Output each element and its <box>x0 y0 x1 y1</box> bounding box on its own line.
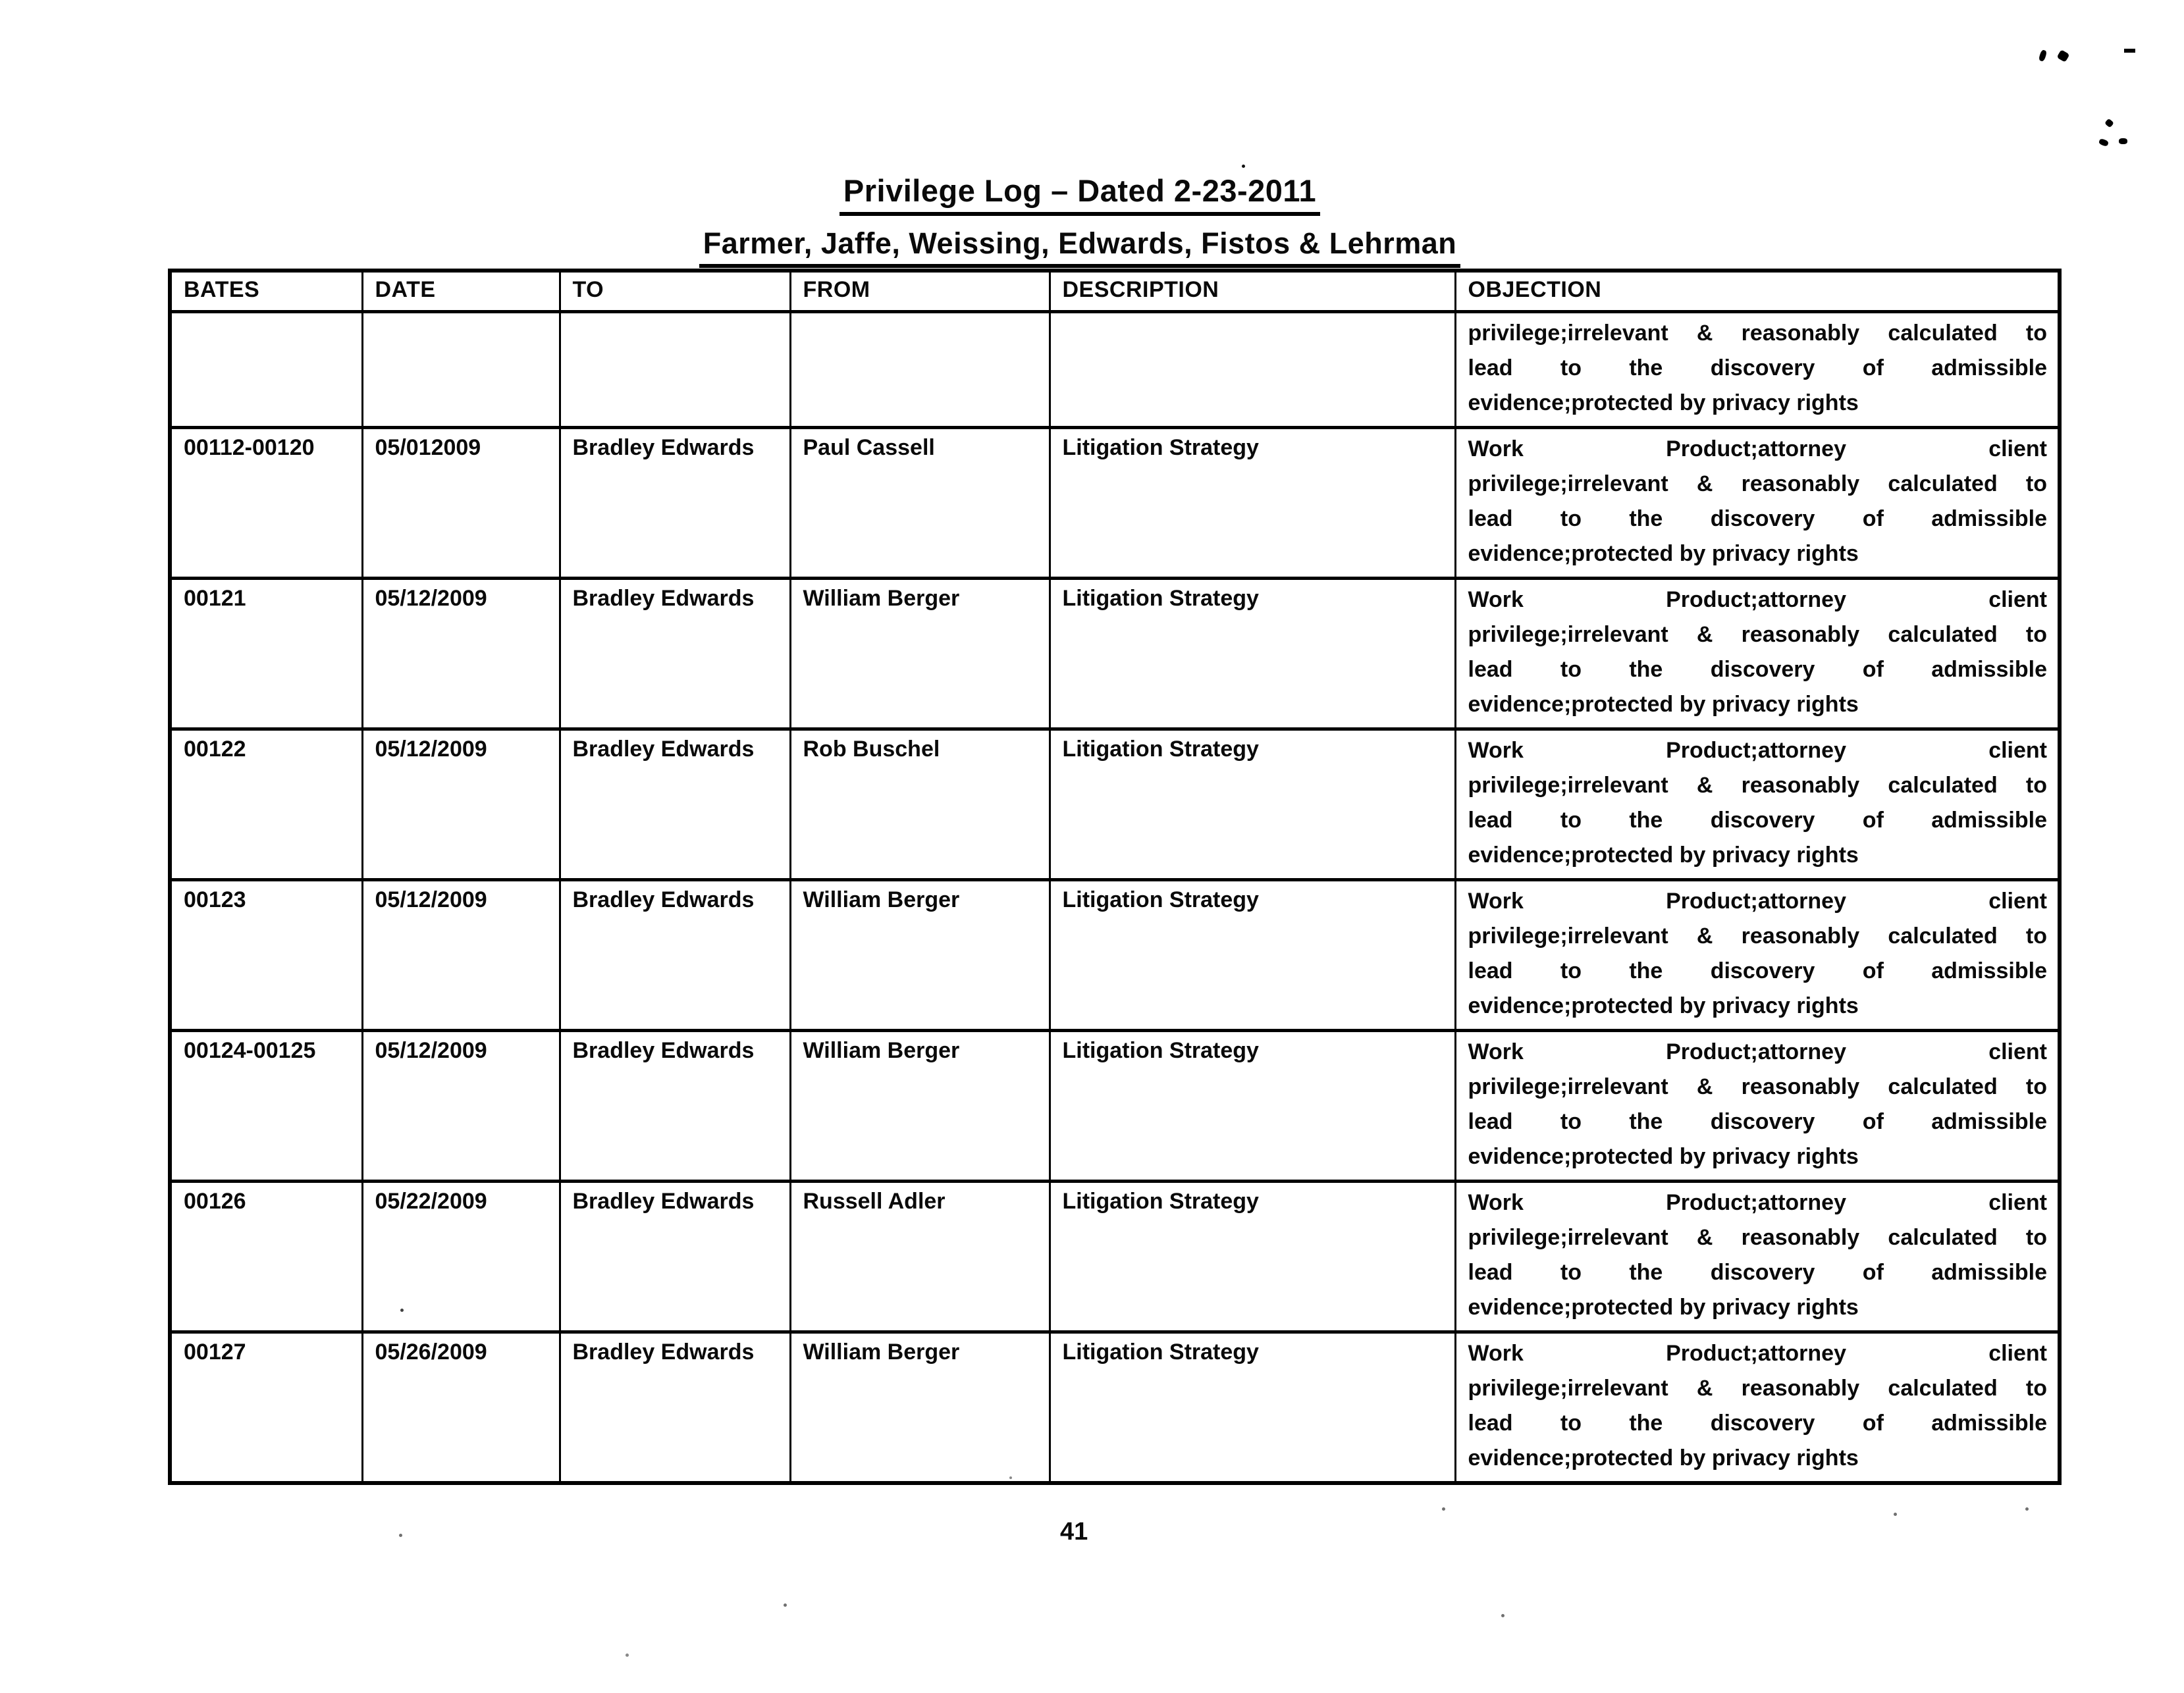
objection-cell <box>1455 312 2060 428</box>
objection-line: evidence;protected by privacy rights <box>1468 843 1859 868</box>
table-row <box>170 1182 2060 1332</box>
to-cell: Bradley Edwards <box>560 1332 790 1484</box>
scan-artifact <box>2119 138 2127 144</box>
scan-speck <box>399 1534 402 1537</box>
description-cell: Litigation Strategy <box>1050 1332 1455 1484</box>
objection-cell <box>1455 1182 2060 1332</box>
objection-line: Work Product;attorney client <box>1468 1039 2047 1064</box>
document-header <box>0 172 2160 268</box>
date-cell: 05/12/2009 <box>362 880 560 1031</box>
scan-speck <box>1009 1476 1012 1479</box>
page-number: 41 <box>1060 1518 1088 1546</box>
bates-cell: 00126 <box>170 1182 362 1332</box>
column-header-bates: BATES <box>170 271 362 312</box>
from-cell: William Berger <box>790 880 1050 1031</box>
firm-name <box>0 226 2160 268</box>
objection-line: lead to the discovery of admissible <box>1468 1109 2047 1134</box>
description-cell: Litigation Strategy <box>1050 880 1455 1031</box>
from-cell <box>790 312 1050 428</box>
table-body <box>170 312 2060 1484</box>
table-row <box>170 312 2060 428</box>
objection-line: lead to the discovery of admissible <box>1468 1411 2047 1436</box>
scan-speck <box>1442 1507 1445 1511</box>
table-row <box>170 1031 2060 1182</box>
from-cell: William Berger <box>790 1031 1050 1182</box>
column-header-to: TO <box>560 271 790 312</box>
page-title-text: Privilege Log – Dated 2-23-2011 <box>839 172 1320 216</box>
from-cell: Paul Cassell <box>790 428 1050 579</box>
objection-line: evidence;protected by privacy rights <box>1468 1295 1859 1320</box>
description-cell: Litigation Strategy <box>1050 729 1455 880</box>
bates-cell: 00121 <box>170 579 362 729</box>
objection-line: lead to the discovery of admissible <box>1468 657 2047 682</box>
column-header-description: DESCRIPTION <box>1050 271 1455 312</box>
bates-cell: 00123 <box>170 880 362 1031</box>
table-row <box>170 880 2060 1031</box>
description-cell: Litigation Strategy <box>1050 579 1455 729</box>
from-cell: Rob Buschel <box>790 729 1050 880</box>
objection-line: privilege;irrelevant & reasonably calculated to <box>1468 1074 2047 1099</box>
date-cell: 05/12/2009 <box>362 729 560 880</box>
table-row <box>170 428 2060 579</box>
objection-line: evidence;protected by privacy rights <box>1468 692 1859 717</box>
table-row <box>170 729 2060 880</box>
scan-artifact <box>2104 118 2114 128</box>
date-cell: 05/26/2009 <box>362 1332 560 1484</box>
date-cell: 05/12/2009 <box>362 579 560 729</box>
from-cell: William Berger <box>790 1332 1050 1484</box>
objection-line: lead to the discovery of admissible <box>1468 506 2047 531</box>
table-row <box>170 1332 2060 1484</box>
date-cell: 05/12/2009 <box>362 1031 560 1182</box>
to-cell: Bradley Edwards <box>560 880 790 1031</box>
objection-line: Work Product;attorney client <box>1468 738 2047 763</box>
scan-artifact <box>2057 49 2070 63</box>
objection-line: evidence;protected by privacy rights <box>1468 1446 1859 1471</box>
header-row <box>170 271 2060 312</box>
scan-artifact <box>2124 49 2135 53</box>
scan-artifact <box>2098 138 2109 147</box>
scan-speck <box>784 1603 787 1607</box>
objection-line: Work Product;attorney client <box>1468 436 2047 461</box>
scan-speck <box>1501 1614 1505 1617</box>
objection-cell <box>1455 1332 2060 1484</box>
objection-cell <box>1455 428 2060 579</box>
to-cell: Bradley Edwards <box>560 729 790 880</box>
to-cell: Bradley Edwards <box>560 428 790 579</box>
date-cell: 05/012009 <box>362 428 560 579</box>
privilege-log-table <box>168 269 2062 1485</box>
bates-cell: 00122 <box>170 729 362 880</box>
bates-cell: 00112-00120 <box>170 428 362 579</box>
objection-line: lead to the discovery of admissible <box>1468 1260 2047 1285</box>
column-header-date: DATE <box>362 271 560 312</box>
objection-line: privilege;irrelevant & reasonably calculated to <box>1468 321 2047 346</box>
objection-line: lead to the discovery of admissible <box>1468 958 2047 983</box>
objection-line: privilege;irrelevant & reasonably calculated to <box>1468 1225 2047 1250</box>
to-cell: Bradley Edwards <box>560 1182 790 1332</box>
objection-line: evidence;protected by privacy rights <box>1468 541 1859 566</box>
objection-line: privilege;irrelevant & reasonably calculated to <box>1468 471 2047 496</box>
scan-artifact <box>2038 49 2048 62</box>
to-cell: Bradley Edwards <box>560 1031 790 1182</box>
objection-line: lead to the discovery of admissible <box>1468 808 2047 833</box>
objection-cell <box>1455 729 2060 880</box>
objection-line: Work Product;attorney client <box>1468 889 2047 914</box>
date-cell <box>362 312 560 428</box>
bates-cell: 00127 <box>170 1332 362 1484</box>
column-header-objection: OBJECTION <box>1455 271 2060 312</box>
from-cell: Russell Adler <box>790 1182 1050 1332</box>
objection-cell <box>1455 880 2060 1031</box>
description-cell: Litigation Strategy <box>1050 1182 1455 1332</box>
objection-cell <box>1455 579 2060 729</box>
objection-line: evidence;protected by privacy rights <box>1468 993 1859 1018</box>
scan-speck <box>626 1654 629 1657</box>
objection-line: privilege;irrelevant & reasonably calculated to <box>1468 924 2047 949</box>
objection-line: Work Product;attorney client <box>1468 1190 2047 1215</box>
objection-line: Work Product;attorney client <box>1468 587 2047 612</box>
objection-line: privilege;irrelevant & reasonably calculated to <box>1468 773 2047 798</box>
description-cell: Litigation Strategy <box>1050 428 1455 579</box>
objection-line: privilege;irrelevant & reasonably calculated to <box>1468 622 2047 647</box>
description-cell <box>1050 312 1455 428</box>
scan-speck <box>1242 165 1245 168</box>
to-cell: Bradley Edwards <box>560 579 790 729</box>
to-cell <box>560 312 790 428</box>
firm-name-text: Farmer, Jaffe, Weissing, Edwards, Fistos & Lehrman <box>699 226 1461 268</box>
objection-line: lead to the discovery of admissible <box>1468 355 2047 380</box>
objection-cell <box>1455 1031 2060 1182</box>
objection-line: evidence;protected by privacy rights <box>1468 390 1859 415</box>
scan-speck <box>2025 1507 2029 1511</box>
objection-line: privilege;irrelevant & reasonably calculated to <box>1468 1376 2047 1401</box>
scan-speck <box>400 1309 404 1312</box>
bates-cell: 00124-00125 <box>170 1031 362 1182</box>
bates-cell <box>170 312 362 428</box>
objection-line: evidence;protected by privacy rights <box>1468 1144 1859 1169</box>
table-row <box>170 579 2060 729</box>
from-cell: William Berger <box>790 579 1050 729</box>
page-title <box>0 172 2160 216</box>
date-cell: 05/22/2009 <box>362 1182 560 1332</box>
scan-speck <box>1894 1513 1897 1516</box>
description-cell: Litigation Strategy <box>1050 1031 1455 1182</box>
column-header-from: FROM <box>790 271 1050 312</box>
objection-line: Work Product;attorney client <box>1468 1341 2047 1366</box>
